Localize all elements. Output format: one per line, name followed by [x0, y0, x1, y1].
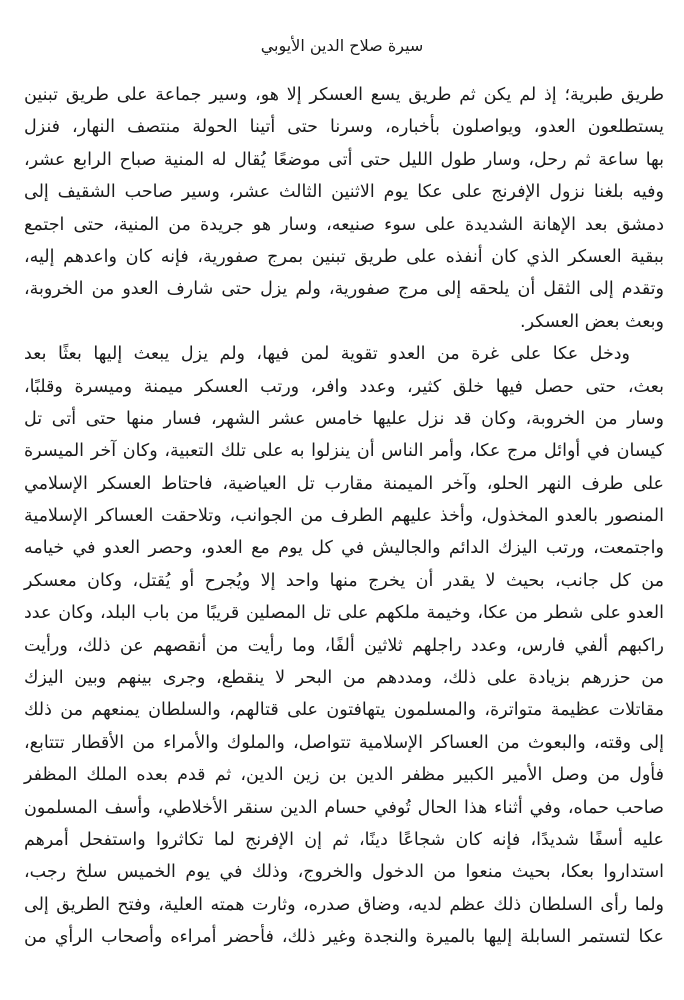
text-line-7: وتقدم إلى الثقل أن يلحقه إلى مرج صفورية، ولم يزل حتى شارف العدو من الخروبة، [24, 279, 664, 300]
text-line-16: من كل جانب، بحيث لا يقدر أن يخرج منها واحد إلا ويُجرح أو يُقتل، وكان معسكر [24, 570, 664, 591]
text-line-1: طريق طبرية؛ إذ لم يكن ثم طريق يسع العسكر إلا هو، وسير جماعة على طريق تبنين [24, 85, 664, 105]
text-line-2: يستطلعون العدو، ويواصلون بأخباره، وسرنا حتى أتينا الحولة منتصف النهار، فنزل [24, 117, 664, 138]
body-text [24, 79, 664, 954]
text-line-4: وفيه بلغنا نزول الإفرنج على عكا يوم الاثنين الثالث عشر، وسير صاحب الشقيف إلى [24, 182, 664, 203]
text-line-17: العدو على شطر من عكا، وخيمة ملكهم على تل المصلين قريبًا من باب البلد، وكان عدد [24, 603, 664, 624]
text-line-15: واجتمعت، ورتب اليزك الدائم والجاليش في كل يوم مع العدو، وحصر العدو في خيامه [24, 538, 664, 559]
text-line-10: بعث، حتى حصل فيها خلق كثير، وعدد وافر، ورتب العسكر ميمنة وميسرة وقلبًا، [24, 376, 664, 397]
text-line-25: استداروا بعكا، بحيث منعوا من الدخول والخروج، وذلك في يوم الخميس سلخ رجب، [24, 862, 664, 883]
text-line-3: بها ساعة ثم رحل، وسار طول الليل حتى أتى موضعًا يُقال له المنية صباح الرابع عشر، [24, 149, 664, 170]
text-line-24: عليه أسفًا شديدًا، فإنه كان شجاعًا دينًا، ثم إن الإفرنج لما تكاثروا واستفحل أمرهم [24, 829, 664, 850]
text-line-13: على طرف النهر الحلو، وآخر الميمنة مقارب تل العياضية، فاحتاط العسكر الإسلامي [24, 473, 664, 494]
text-line-22: فأول من وصل الأمير الكبير مظفر الدين بن زين الدين، ثم قدم بعده الملك المظفر [24, 765, 664, 786]
text-line-14: المنصور بالعدو المخذول، وأخذ عليهم الطرف من الجوانب، وتلاحقت العساكر الإسلامية [24, 506, 664, 527]
text-line-26: ولما رأى السلطان ذلك عظم لديه، وضاق صدره، وثارت همته العلية، وفتح الطريق إلى [24, 894, 664, 915]
text-line-8: وبعث بعض العسكر. [520, 311, 664, 332]
text-line-27: عكا لتستمر السابلة إليها بالميرة والنجدة وغير ذلك، فأحضر أمراءه وأصحاب الرأي من [24, 927, 664, 948]
text-line-12: كيسان في أوائل مرج عكا، وأمر الناس أن ينزلوا به على تلك التعبية، وكان آخر الميسرة [24, 441, 664, 462]
text-line-5: دمشق بعد الإهانة الشديدة على سوء صنيعه، وسار هو جريدة من المنية، حتى اجتمع [24, 214, 664, 235]
text-line-23: صاحب حماه، وفي أثناء هذا الحال تُوفي حسام الدين سنقر الأخلاطي، وأسف المسلمون [24, 797, 664, 818]
text-line-19: من حزرهم بزيادة على ذلك، ومددهم من البحر لا ينقطع، وجرى بينهم وبين اليزك [24, 668, 664, 689]
text-line-18: راكبهم ألفي فارس، وعدد راجلهم ثلاثين ألفًا، وما رأيت من أنقصهم عن ذلك، ورأيت [24, 635, 664, 656]
text-line-21: إلى وقته، والبعوث من العساكر الإسلامية تتواصل، والملوك والأمراء من الأقطار تتتابع، [24, 732, 664, 753]
text-line-20: مقاتلات عظيمة متواترة، والمسلمون يتهافتون على قتالهم، والسلطان يمنعهم من ذلك [24, 700, 664, 721]
running-header: سيرة صلاح الدين الأيوبي [260, 36, 424, 55]
text-line-6: ببقية العسكر الذي كان أنفذه على طريق تبنين بمرج صفورية، فإنه كان واعدهم إليه، [24, 246, 664, 267]
text-line-11: وسار من الخروبة، وكان قد نزل عليها خامس عشر الشهر، فسار منها حتى أتى تل [24, 408, 664, 429]
text-line-9: ودخل عكا على غرة من العدو تقوية لمن فيها، ولم يزل يبعث إليها بعثًا بعد [24, 344, 630, 365]
